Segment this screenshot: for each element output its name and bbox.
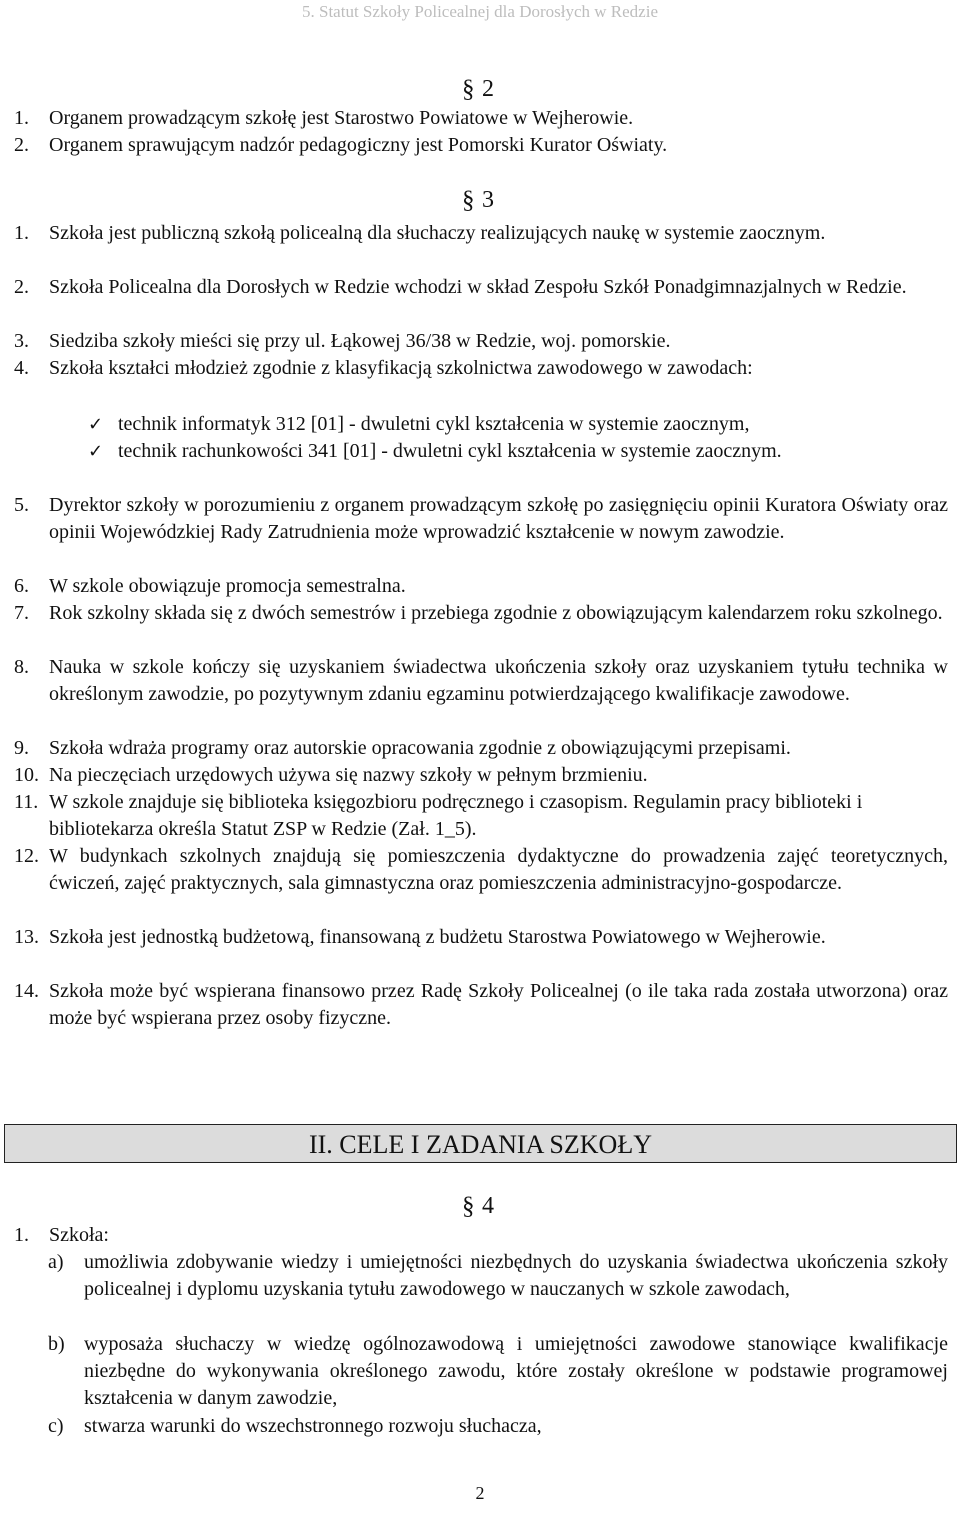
check-icon: ✓	[88, 441, 104, 462]
running-header: 5. Statut Szkoły Policealnej dla Dorosłych w Redzie	[302, 2, 658, 21]
document-page: 5. Statut Szkoły Policealnej dla Dorosłych w Redzie § 2 1. Organem prowadzącym szkołę jest Starostwo Powiatowe w Wejherowie. 2. Organem sprawującym nadzór pedagogiczny jest Pomorski Kurator Oświaty. § 3 1. Szkoła jest publiczną szkołą policealną dla słuchaczy realizujących naukę w systemie zaocznym. 2. Szkoła Policealna dla Dorosłych w Redzie wchodzi w skład Zespołu Szkół Ponadgimnazjalnych w Redzie. 3. Siedziba szkoły mieści się przy ul. Łąkowej 36/38 w Redzie, woj. pomorskie. 4. Szkoła kształci młodzież zgodnie z klasyfikacją szkolnictwa zawodowego w zawodach: ✓ technik informatyk 312 [01] - dwuletni cykl kształcenia w systemie zaocznym, ✓ technik rachunkowości 341 [01] - dwuletni cykl kształcenia w systemie zaocznym. 5. Dyrektor szkoły w porozumieniu z organem prowadzącym szkołę po zasięgnięciu opinii Kuratora Oświaty oraz opinii Wojewódzkiej Rady Zatrudnienia może wprowadzić kształcenie w nowym zawodzie. 6. W szkole obowiązuje promocja semestralna. 7. Rok szkolny składa się z dwóch semestrów i przebiega zgodnie z obowiązującym kalendarzem roku szkolnego. 8. Nauka w szkole kończy się uzyskaniem świadectwa ukończenia szkoły oraz uzyskaniem tytułu technika w określonym zawodzie, po pozytywnym zdaniu egzaminu potwierdzającego kwalifikacje zawodowe. 9. Szkoła wdraża programy oraz autorskie opracowania zgodnie z obowiązującymi przepisami. 10. Na pieczęciach urzędowych używa się nazwy szkoły w pełnym brzmieniu. 11. W szkole znajduje się biblioteka księgozbioru podręcznego i czasopism. Regulamin pracy biblioteki i bibliotekarza określa Statut ZSP w Redzie (Zał. 1_5). 12. W budynkach szkolnych znajdują się pomieszczenia dydaktyczne do prowadzenia zajęć teoretycznych, ćwiczeń, zajęć praktycznych, sala gimnastyczna oraz pomieszczenia administracyjno-gospodarcze. 13. Szkoła jest jednostką budżetową, finansowaną z budżetu Starostwa Powiatowego w Wejherowie. 14. Szkoła może być wspierana finansowo przez Radę Szkoły Policealnej (o ile taka rada została utworzona) oraz może być wspierana przez osoby fizyczne. II. CELE I ZADANIA SZKOŁY § 4 1. Szkoła: a) umożliwia zdobywanie wiedzy i umiejętności niezbędnych do uzyskania świadectwa ukończenia szkoły policealnej i dyplomu uzyskania tytułu zawodowego w nauczanych w szkole zawodach, b) wyposaża słuchaczy w wiedzę ogólnozawodową i umiejętności zawodowe stanowiące kwalifikacje niezbędne do wykonywania określonego zawodu, które zostały określone w podstawie programowej kształcenia w danym zawodzie, c) stwarza warunki do wszechstronnego rozwoju słuchacza, 2	[0, 0, 960, 1513]
paragraph-heading-4	[0, 1193, 960, 1223]
paragraph-number: 3	[482, 187, 494, 213]
section-sign: §	[462, 76, 475, 103]
page-number: 2	[475, 1483, 485, 1503]
paragraph-number: 4	[482, 1193, 494, 1219]
section-sign: §	[462, 187, 475, 214]
check-icon: ✓	[88, 414, 104, 435]
paragraph-number: 2	[482, 76, 494, 102]
paragraph-heading-2	[0, 76, 960, 106]
paragraph-heading-3	[0, 187, 960, 217]
section-sign: §	[462, 1193, 475, 1220]
section-title-bar: II. CELE I ZADANIA SZKOŁY	[4, 1124, 957, 1163]
